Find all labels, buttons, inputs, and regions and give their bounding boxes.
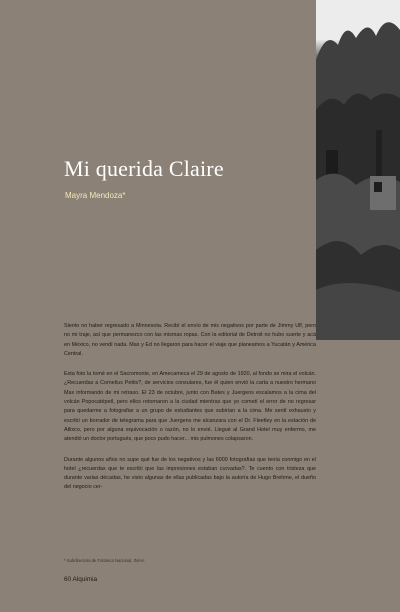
author-footnote: * Subdirectora de Fototeca Nacional, INAH.	[64, 558, 145, 563]
body-paragraph-3: Durante algunos años no supe qué fue de los negativos y las 6000 fotografías que tenía conmigo en el hotel ¿recuerdas que te escribí que las impresiones estaban curvadas?. Te cuento con tristeza que durante varias décadas, he visto algunas de ellas publicadas bajo la autoría de Hugo Brehme, el dueño del negocio cer-	[64, 456, 316, 491]
article-body	[64, 322, 316, 504]
body-paragraph-1: Siento no haber regresado a Minnesota. Recibí el envío de mis negativos por parte de Jimmy Ulf, pero no mi traje, así que permanezco con las mismas ropas. Con la editorial de Detroit no hubo suerte y acá en México, no vendí nada. Max y Ed no llegaron para hacer el viaje que planeamos a Yucatán y América Central.	[64, 323, 316, 357]
article-author: Mayra Mendoza*	[65, 191, 126, 200]
page-folio: 60 Alquimia	[64, 576, 98, 583]
article-title: Mi querida Claire	[64, 156, 224, 181]
body-paragraph-2: Esta foto la tomé en el Sacromonte, en Amecameca el 29 de agosto de 1920, al fondo se mira el volcán. ¿Recuerdas a Cornelius Pettis?, de servicios consulares, fue él quien envió la carta a nuestro hermano Max informando de mi retraso. El 23 de octubre, junto con Bates y Juergens escalamos a la cima del volcán Popocatépetl, pero ellos retornaron a la ciudad mientras que yo cometí el error de no regresar para quedarme a fotografiar a un grupo de estudiantes que subirían a la cima. Me sentí exhausto y escribí un borrador de telegrama para que Juergens me alcanzara con el Dr. Fleetley en la estación de Atlixco, pero por alguna equivocación o razón, no lo envié. Llegué al Grand Hotel muy enfermo, me atendió un doctor portugués, que poco pudo hacer... mis pulmones colapsaron.	[64, 371, 316, 443]
photo-volcano-landscape	[316, 0, 400, 340]
photo-trees-illustration	[316, 0, 400, 340]
